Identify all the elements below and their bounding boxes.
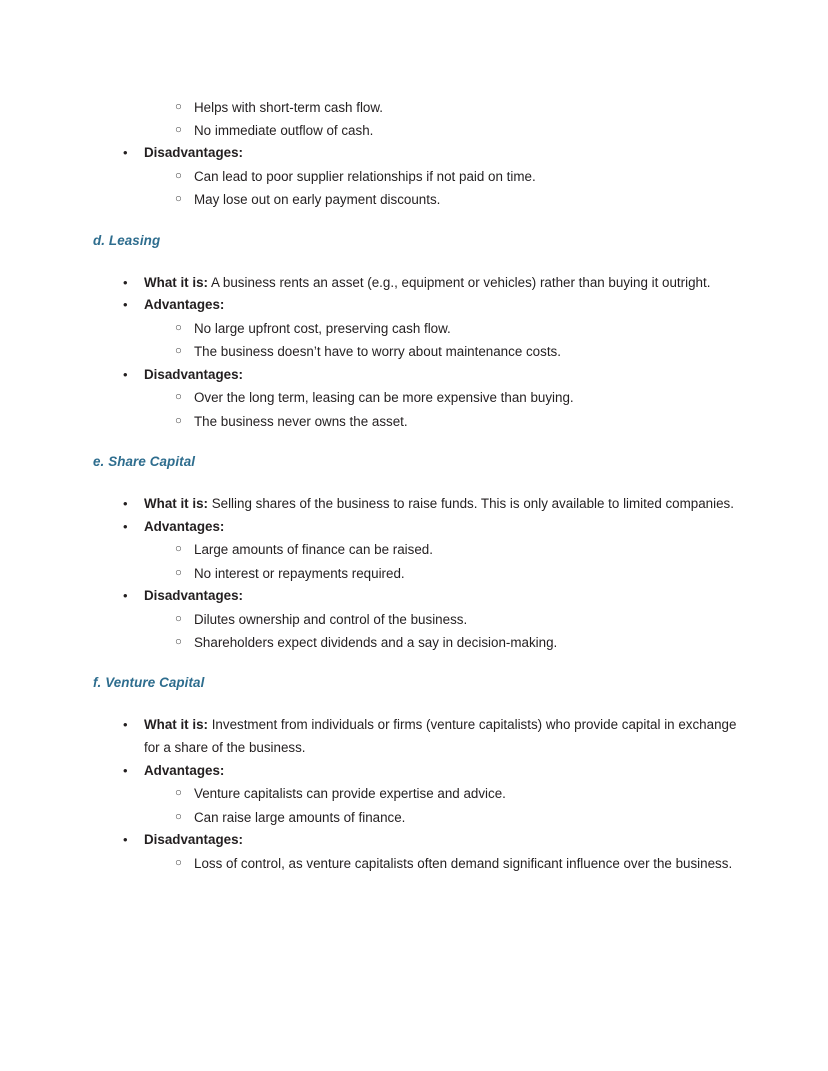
disc-bullet-icon: • (123, 587, 128, 603)
disc-bullet-icon: • (123, 297, 128, 313)
sub-bullet-text: Loss of control, as venture capitalists often demand significant influence over the business. (194, 855, 733, 871)
sub-bullet-item (144, 165, 738, 188)
circle-bullet-icon: ○ (175, 124, 182, 137)
sub-bullet-item (144, 562, 738, 585)
disc-bullet-icon: • (123, 717, 128, 733)
bullet-item (93, 364, 738, 433)
disc-bullet-icon: • (123, 831, 128, 847)
sub-bullet-list (144, 165, 738, 211)
section-3 (93, 675, 738, 875)
bullet-list (93, 493, 738, 654)
document-content (93, 96, 738, 875)
sub-bullet-item (144, 538, 738, 561)
bullet-lead-label: Disadvantages: (144, 831, 243, 847)
sub-bullet-text: Can lead to poor supplier relationships if not paid on time. (194, 169, 536, 185)
sub-bullet-text: No immediate outflow of cash. (194, 123, 374, 139)
section-heading: f. Venture Capital (93, 675, 205, 691)
circle-bullet-icon: ○ (175, 635, 182, 648)
bullet-lead-label: Disadvantages: (144, 587, 243, 603)
sub-bullet-list (144, 317, 738, 363)
circle-bullet-icon: ○ (175, 101, 182, 113)
bullet-item (93, 294, 738, 363)
sub-bullet-text: Helps with short-term cash flow. (194, 100, 384, 115)
circle-bullet-icon: ○ (175, 193, 182, 206)
sub-bullet-text: Can raise large amounts of finance. (194, 809, 406, 825)
sub-bullet-item (144, 782, 738, 805)
sub-bullet-list (144, 386, 738, 432)
circle-bullet-icon: ○ (175, 787, 182, 800)
section-2 (93, 454, 738, 654)
bullet-item (93, 272, 738, 295)
bullet-lead-label: Disadvantages: (144, 145, 243, 161)
sub-bullet-list (144, 538, 738, 584)
circle-bullet-icon: ○ (175, 810, 182, 823)
disc-bullet-icon: • (123, 495, 128, 511)
sub-bullet-list (144, 608, 738, 654)
sub-bullet-item (144, 852, 738, 875)
sub-bullet-text: May lose out on early payment discounts. (194, 192, 441, 208)
spacer (93, 654, 738, 675)
disc-bullet-icon: • (123, 518, 128, 534)
bullet-text: A business rents an asset (e.g., equipment or vehicles) rather than buying it outright. (207, 274, 711, 290)
spacer (93, 691, 738, 714)
sub-bullet-item (144, 188, 738, 211)
sub-bullet-item (144, 119, 738, 142)
bullet-list (93, 96, 738, 212)
bullet-item (93, 516, 738, 585)
disc-bullet-icon: • (123, 366, 128, 382)
bullet-item (93, 714, 738, 760)
spacer (93, 249, 738, 272)
sub-bullet-text: No large upfront cost, preserving cash flow. (194, 321, 451, 337)
sub-bullet-text: Over the long term, leasing can be more expensive than buying. (194, 390, 574, 406)
sub-bullet-text: Dilutes ownership and control of the business. (194, 611, 468, 627)
sub-bullet-item (144, 96, 738, 119)
disc-bullet-icon: • (123, 762, 128, 778)
circle-bullet-icon: ○ (175, 543, 182, 556)
sub-bullet-text: Large amounts of finance can be raised. (194, 542, 433, 558)
sub-bullet-item (144, 340, 738, 363)
circle-bullet-icon: ○ (175, 170, 182, 183)
bullet-item (93, 493, 738, 516)
circle-bullet-icon: ○ (175, 391, 182, 404)
circle-bullet-icon: ○ (175, 414, 182, 427)
circle-bullet-icon: ○ (175, 612, 182, 625)
bullet-text: Investment from individuals or firms (venture capitalists) who provide capital in exchange for a share of the business. (144, 717, 737, 755)
bullet-lead-label: Advantages: (144, 762, 225, 778)
bullet-item (93, 96, 738, 142)
sub-bullet-text: The business doesn’t have to worry about maintenance costs. (194, 344, 561, 360)
section-1 (93, 233, 738, 433)
sub-bullet-list (144, 782, 738, 828)
section-heading: d. Leasing (93, 232, 161, 248)
spacer (93, 433, 738, 454)
sub-bullet-item (144, 317, 738, 340)
bullet-item (93, 142, 738, 211)
bullet-lead-label: Advantages: (144, 518, 225, 534)
circle-bullet-icon: ○ (175, 322, 182, 335)
bullet-item (93, 760, 738, 829)
sub-bullet-text: Shareholders expect dividends and a say in decision-making. (194, 634, 558, 650)
bullet-lead-label: Disadvantages: (144, 366, 243, 382)
sub-bullet-item (144, 386, 738, 409)
circle-bullet-icon: ○ (175, 345, 182, 358)
circle-bullet-icon: ○ (175, 856, 182, 869)
disc-bullet-icon: • (123, 145, 128, 161)
bullet-lead-label: What it is: (144, 274, 208, 290)
bullet-lead-label: What it is: (144, 495, 208, 511)
bullet-item (93, 829, 738, 875)
sub-bullet-text: The business never owns the asset. (194, 413, 408, 429)
sub-bullet-list (144, 96, 738, 142)
bullet-item (93, 585, 738, 654)
notes-body (93, 96, 738, 875)
bullet-lead-label: Advantages: (144, 297, 225, 313)
circle-bullet-icon: ○ (175, 566, 182, 579)
sub-bullet-list (144, 852, 738, 875)
section-heading: e. Share Capital (93, 453, 196, 469)
sub-bullet-text: Venture capitalists can provide expertise and advice. (194, 786, 506, 802)
bullet-text: Selling shares of the business to raise funds. This is only available to limited companies. (207, 495, 734, 511)
disc-bullet-icon: • (123, 274, 128, 290)
spacer (93, 470, 738, 493)
bullet-list (93, 272, 738, 433)
sub-bullet-item (144, 806, 738, 829)
sub-bullet-item (144, 631, 738, 654)
bullet-lead-label: What it is: (144, 717, 208, 733)
bullet-list (93, 714, 738, 875)
sub-bullet-item (144, 410, 738, 433)
sub-bullet-text: No interest or repayments required. (194, 565, 405, 581)
spacer (93, 212, 738, 233)
sub-bullet-item (144, 608, 738, 631)
